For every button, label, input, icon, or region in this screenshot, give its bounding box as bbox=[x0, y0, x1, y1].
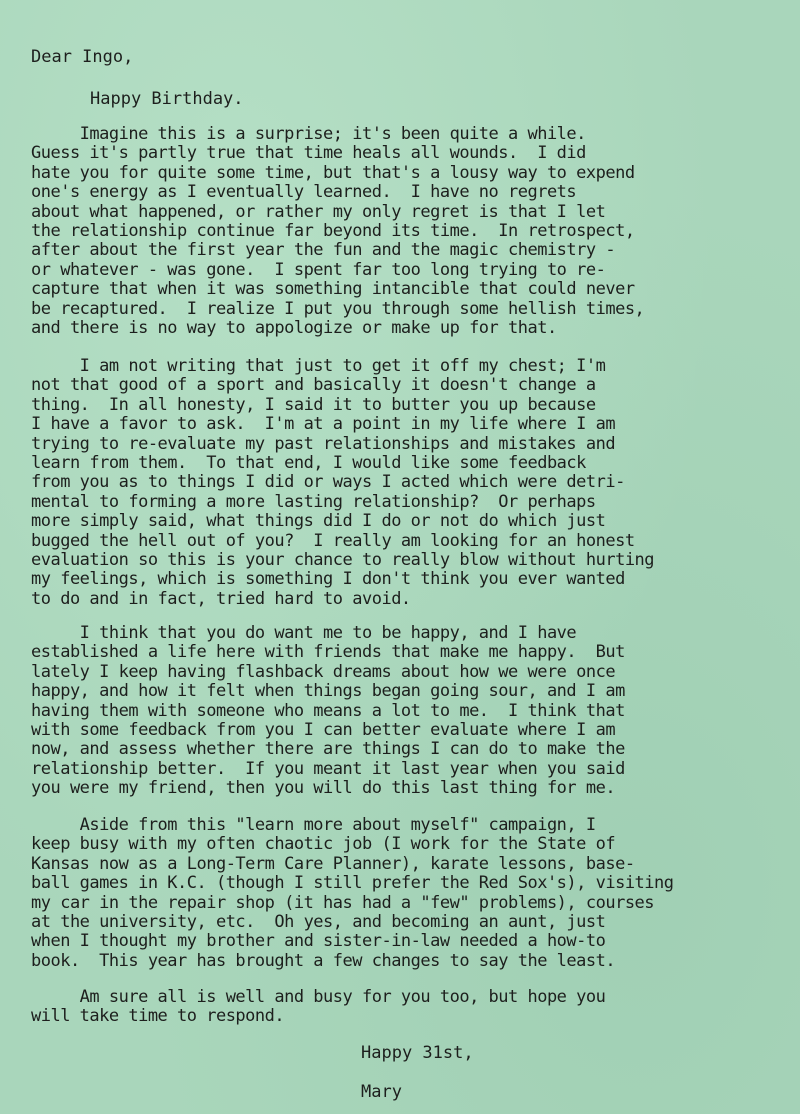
letter-line: one's energy as I eventually learned. I have no regrets bbox=[31, 182, 577, 203]
letter-line: from you as to things I did or ways I acted which were detri- bbox=[31, 472, 625, 493]
letter-line: happy, and how it felt when things began going sour, and I am bbox=[31, 681, 625, 702]
letter-line: Am sure all is well and busy for you too, but hope you bbox=[31, 987, 606, 1007]
letter-line: mental to forming a more lasting relationship? Or perhaps bbox=[31, 491, 596, 512]
letter-line: Aside from this "learn more about myself" campaign, I bbox=[31, 815, 596, 835]
letter-line: when I thought my brother and sister-in-law needed a how-to bbox=[31, 931, 606, 952]
salutation: Dear Ingo, bbox=[31, 47, 134, 67]
letter-line: hate you for quite some time, but that's a lousy way to expend bbox=[31, 162, 635, 183]
letter-line: trying to re-evaluate my past relationships and mistakes and bbox=[31, 433, 616, 454]
letter-line: be recaptured. I realize I put you through some hellish times, bbox=[31, 298, 645, 319]
paragraph-closing-request bbox=[31, 988, 605, 1027]
letter-line: ball games in K.C. (though I still prefer the Red Sox's), visiting bbox=[31, 873, 674, 894]
letter-line: not that good of a sport and basically it doesn't change a bbox=[31, 375, 596, 396]
letter-line: my feelings, which is something I don't think you ever wanted bbox=[31, 569, 625, 590]
letter-line: learn from them. To that end, I would like some feedback bbox=[31, 453, 586, 474]
letter-line: or whatever - was gone. I spent far too long trying to re- bbox=[31, 259, 606, 280]
letter-line: relationship better. If you meant it last year when you said bbox=[31, 758, 625, 779]
letter-line: book. This year has brought a few changes to say the least. bbox=[31, 950, 616, 971]
paragraph-busy bbox=[31, 816, 674, 971]
letter-line: I think that you do want me to be happy, and I have bbox=[31, 623, 577, 643]
letter-line: evaluation so this is your chance to really blow without hurting bbox=[31, 550, 655, 571]
letter-line: having them with someone who means a lot to me. I think that bbox=[31, 700, 625, 721]
closing: Happy 31st, bbox=[361, 1043, 474, 1063]
signature: Mary bbox=[361, 1082, 402, 1102]
paragraph-happiness bbox=[31, 624, 625, 799]
letter-line: established a life here with friends that make me happy. But bbox=[31, 642, 625, 663]
letter-line: now, and assess whether there are things I can do to make the bbox=[31, 739, 625, 760]
letter-line: thing. In all honesty, I said it to butter you up because bbox=[31, 394, 596, 415]
letter-line: and there is no way to appologize or make up for that. bbox=[31, 318, 557, 339]
letter-line: about what happened, or rather my only regret is that I let bbox=[31, 201, 606, 222]
letter-line: with some feedback from you I can better evaluate where I am bbox=[31, 720, 616, 741]
letter-line: at the university, etc. Oh yes, and becoming an aunt, just bbox=[31, 912, 606, 933]
letter-line: I have a favor to ask. I'm at a point in my life where I am bbox=[31, 414, 616, 435]
letter-line: Kansas now as a Long-Term Care Planner), karate lessons, base- bbox=[31, 853, 635, 874]
letter-line: to do and in fact, tried hard to avoid. bbox=[31, 588, 411, 609]
birthday-greeting: Happy Birthday. bbox=[90, 89, 244, 109]
letter-line: capture that when it was something intancible that could never bbox=[31, 279, 635, 300]
letter-line: will take time to respond. bbox=[31, 1006, 285, 1027]
letter-line: more simply said, what things did I do or not do which just bbox=[31, 511, 606, 532]
paragraph-favor bbox=[31, 357, 654, 609]
letter-line: Guess it's partly true that time heals all wounds. I did bbox=[31, 143, 586, 164]
paragraph-apology bbox=[31, 125, 644, 338]
letter-line: Imagine this is a surprise; it's been quite a while. bbox=[31, 124, 586, 144]
letter-line: my car in the repair shop (it has had a "few" problems), courses bbox=[31, 892, 655, 913]
letter-line: lately I keep having flashback dreams about how we were once bbox=[31, 661, 616, 682]
letter-line: bugged the hell out of you? I really am looking for an honest bbox=[31, 530, 635, 551]
letter-line: the relationship continue far beyond its time. In retrospect, bbox=[31, 221, 635, 242]
letter-line: keep busy with my often chaotic job (I work for the State of bbox=[31, 834, 616, 855]
letter-line: after about the first year the fun and the magic chemistry - bbox=[31, 240, 616, 261]
letter-line: I am not writing that just to get it off my chest; I'm bbox=[31, 356, 606, 376]
letter-line: you were my friend, then you will do this last thing for me. bbox=[31, 778, 616, 799]
